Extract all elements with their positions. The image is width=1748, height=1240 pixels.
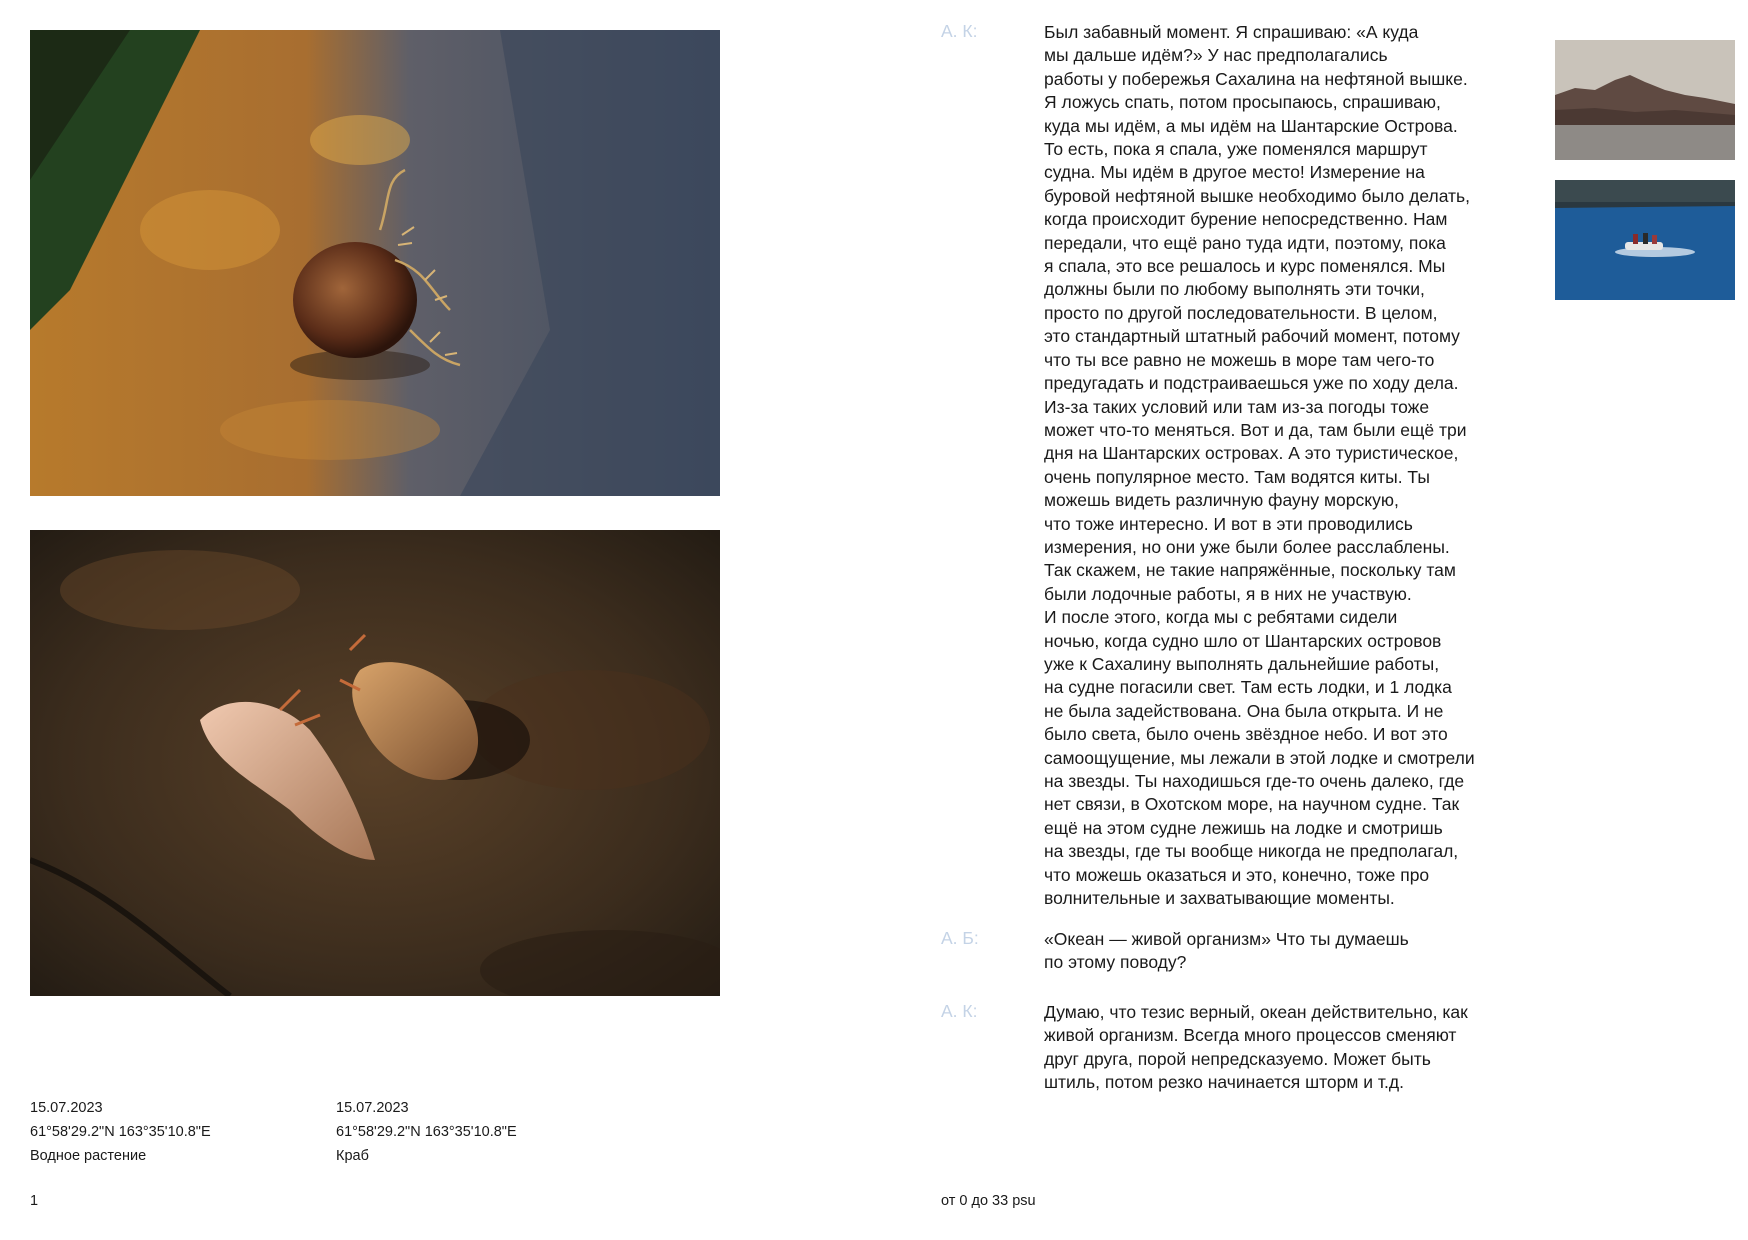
thumbnail-coastline [1555, 40, 1735, 160]
photo-caption [30, 1096, 211, 1168]
speaker-label: А. К: [941, 1001, 978, 1021]
interview-answer [1044, 1001, 1544, 1095]
footer-note: от 0 до 33 psu [941, 1193, 1036, 1209]
caption-coordinates: 61°58'29.2"N 163°35'10.8"E [336, 1124, 517, 1140]
caption-date: 15.07.2023 [30, 1100, 103, 1116]
caption-label: Краб [336, 1148, 369, 1164]
answer-text: Был забавный момент. Я спрашиваю: «А куда мы дальше идём?» У нас предполагались работы у побережья Сахалина на нефтяной вышке. Я ложусь спать, потом просыпаюсь, спрашиваю, куда мы идём, а мы идём на Шантарские Острова. То есть, пока я спала, уже поменялся маршрут судна. Мы идём в другое место! Измерение на буровой нефтяной вышке необходимо было делать, когда происходит бурение непосредственно. Нам передали, что ещё рано туда идти, поэтому, пока я спала, это все решалось и курс поменялся. Мы должны были по любому выполнять эти точки, просто по другой последовательности. В целом, это стандартный штатный рабочий момент, потому что ты все равно не можешь в море там чего-то предугадать и подстраиваешься уже по ходу дела. Из-за таких условий или там из-за погоды тоже может что-то меняться. Вот и да, там были ещё три дня на Шантарских островах. А это туристическое, очень популярное место. Там водятся киты. Ты можешь видеть различную фауну морскую, что тоже интересно. И вот в эти проводились измерения, но они уже были более расслаблены. Так скажем, не такие напряжённые, поскольку там были лодочные работы, я в них не участвую. И после этого, когда мы с ребятами сидели ночью, когда судно шло от Шантарских островов уже к Сахалину выполнять дальнейшие работы, на судне погасили свет. Там есть лодки, и 1 лодка не была задействована. Она была открыта. И не было света, было очень звёздное небо. И вот это самоощущение, мы лежали в этой лодке и смотрели на звезды. Ты находишься где-то очень далеко, где нет связи, в Охотском море, на научном судне. Так ещё на этом судне лежишь на лодке и смотришь на звезды, где ты вообще никогда не предполагал, что можешь оказаться и это, конечно, тоже про волнительные и захватывающие моменты. [1044, 22, 1475, 909]
caption-date: 15.07.2023 [336, 1100, 409, 1116]
interview-answer [1044, 21, 1544, 910]
caption-coordinates: 61°58'29.2"N 163°35'10.8"E [30, 1124, 211, 1140]
speaker-label: А. Б: [941, 928, 979, 948]
interview-question [1044, 928, 1544, 975]
question-text: «Океан — живой организм» Что ты думаешь по этому поводу? [1044, 929, 1409, 973]
caption-label: Водное растение [30, 1148, 147, 1164]
answer-text: Думаю, что тезис верный, океан действительно, как живой организм. Всегда много процессов сменяют друг друга, порой непредсказуемо. Может быть штиль, потом резко начинается шторм и т.д. [1044, 1002, 1468, 1093]
thumbnail-boat [1555, 180, 1735, 300]
page-number: 1 [30, 1193, 39, 1209]
photo-water-plant [30, 30, 720, 496]
photo-crab [30, 530, 720, 996]
speaker-label: А. К: [941, 21, 978, 41]
photo-caption [336, 1096, 517, 1168]
